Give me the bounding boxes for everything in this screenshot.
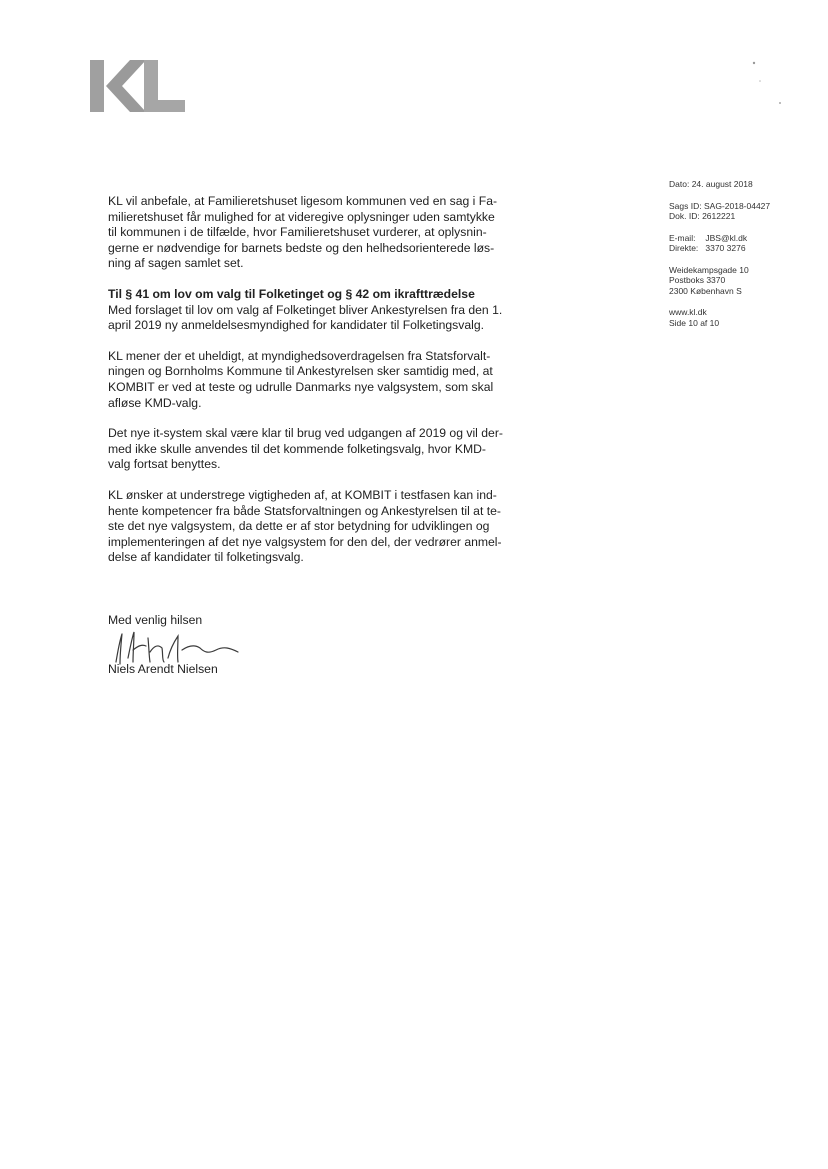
paragraph: KL mener der et uheldigt, at myndighedsoverdragelsen fra Statsforvalt- ningen og Bornholms Kommune til Ankestyrelsen sker samtidig med, at KOMBIT er ved at teste og udrulle Danmarks nye valgsystem, som skal afløse KMD-valg. — [108, 348, 494, 410]
paragraph: Det nye it-system skal være klar til brug ved udgangen af 2019 og vil der- med ikke skulle anvendes til det kommende folketingsvalg, hvor KMD- valg fortsat benyttes. — [108, 426, 503, 472]
case-id-label: Sags ID: — [669, 200, 702, 211]
paragraph: Med forslaget til lov om valg af Folketinget bliver Ankestyrelsen fra den 1. april 2019 ny anmeldelsesmyndighed for kandidater til Folketingsvalg. — [108, 302, 503, 333]
date-row — [669, 179, 819, 190]
case-id-row — [669, 201, 819, 212]
paragraph: KL vil anbefale, at Familieretshuset ligesom kommunen ved en sag i Fa- milieretshuset får mulighed for at videregive oplysninger uden samtykke til kommunen i de tilfælde, hvor Familieretshuset vurderer, at oplysnin- gerne er nødvendige for barnets bedste og den helhedsorienterede løs- ning af sagen samlet set. — [108, 194, 498, 271]
email-value[interactable]: JBS@kl.dk — [705, 232, 748, 243]
date-label: Dato: — [669, 179, 690, 189]
direct-phone-label: Direkte: — [669, 243, 699, 253]
case-id-value: SAG-2018-04427 — [703, 200, 771, 211]
signer-name: Niels Arendt Nielsen — [108, 662, 218, 676]
email-label: E-mail: — [669, 232, 696, 243]
letter-info-sidebar — [669, 179, 819, 337]
section — [108, 287, 548, 334]
page-number: Side 10 af 10 — [669, 317, 720, 328]
address-line: Postboks 3370 — [669, 275, 726, 285]
website-link[interactable]: www.kl.dk — [669, 307, 707, 317]
doc-id-label: Dok. ID: — [669, 211, 700, 221]
address-line: 2300 København S — [669, 285, 742, 296]
kl-logo — [90, 58, 186, 114]
address-line: Weidekampsgade 10 — [669, 264, 749, 275]
closing-greeting: Med venlig hilsen — [108, 613, 203, 627]
direct-phone-row — [669, 243, 819, 254]
date-value: 24. august 2018 — [691, 179, 753, 189]
scan-specks — [740, 55, 800, 115]
direct-phone-value: 3370 3276 — [705, 243, 746, 253]
email-row — [669, 233, 819, 244]
doc-id-row — [669, 211, 819, 222]
doc-id-value: 2612221 — [702, 211, 736, 221]
section-heading: Til § 41 om lov om valg til Folketinget og § 42 om ikrafttrædelse — [108, 286, 475, 301]
letter-body — [108, 194, 548, 581]
paragraph: KL ønsker at understrege vigtigheden af, at KOMBIT i testfasen kan ind- hente kompetencer fra både Statsforvaltningen og Ankestyrelsen til at te- ste det nye valgsystem, da dette er af stor betydning for udviklingen og implementeringen af det nye valgsystem for den del, der vedrører anmel- delse af kandidater til folketingsvalg. — [108, 487, 502, 565]
